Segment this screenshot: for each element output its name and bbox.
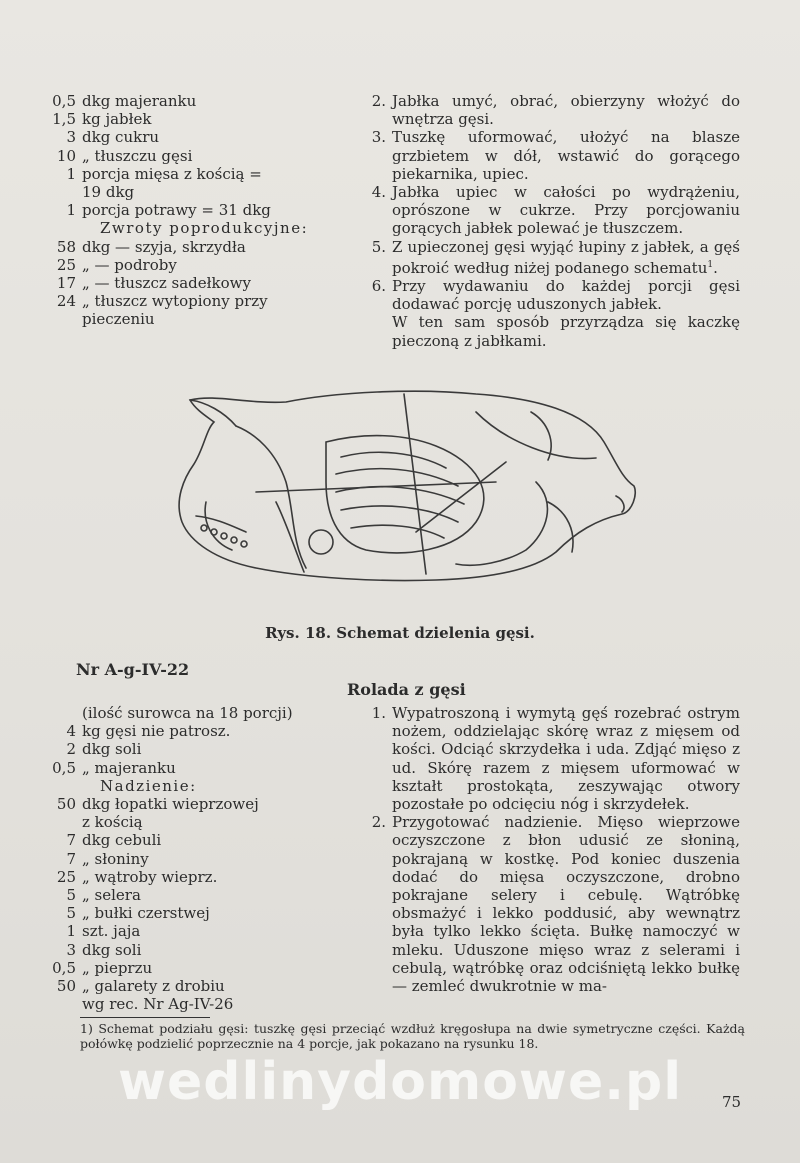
ingredient-text: dkg — szyja, skrzydła [82, 237, 246, 256]
ingredient-text: kg jabłek [82, 110, 152, 129]
ingredient-row [50, 128, 350, 146]
ingredient-row [50, 941, 350, 959]
ingredient-row [50, 740, 350, 758]
ingredient-text: „ majeranku [82, 758, 176, 777]
step-text: Z upieczonej gęsi wyjąć łupiny z jabłek, a gęś pokroić według niżej podanego schematu$^1$. [392, 237, 740, 277]
ingredient-quantity: 4 [66, 722, 76, 741]
ingredient-quantity [50, 777, 82, 795]
step-number: 5. [371, 237, 386, 256]
ingredient-text: porcja potrawy = 31 dkg [82, 201, 271, 220]
step-number: 3. [371, 128, 386, 147]
ingredient-row [50, 831, 350, 849]
goose-cutting-diagram [176, 382, 646, 597]
ingredient-text: kg gęsi nie patrosz. [82, 722, 231, 741]
ingredient-text: dkg majeranku [82, 92, 197, 110]
ingredient-quantity: 7 [66, 849, 76, 868]
ingredient-text: szt. jaja [82, 922, 141, 941]
step-item [360, 277, 740, 313]
ingredient-row [50, 722, 350, 740]
ingredient-quantity [50, 813, 82, 831]
recipe-number: Nr A-g-IV-22 [76, 660, 190, 679]
footnote-marker: 1 [707, 259, 714, 270]
step-text: Jabłka umyć, obrać, obierzyny włożyć do wnętrza gęsi. [392, 92, 740, 129]
ingredient-quantity: 1 [66, 201, 76, 220]
step-item [360, 92, 740, 128]
footnote-rule [80, 1017, 210, 1018]
step-number: 1. [371, 704, 386, 722]
ingredient-quantity [50, 995, 82, 1013]
ingredient-row [50, 759, 350, 777]
ingredient-row [50, 886, 350, 904]
ingredient-quantity: 0,5 [52, 758, 76, 777]
ingredient-quantity [50, 183, 82, 201]
ingredient-text: „ selera [82, 886, 141, 905]
ingredient-quantity: 50 [56, 795, 76, 814]
ingredient-quantity: 50 [56, 977, 76, 996]
ingredient-row [50, 219, 350, 237]
step-item [360, 183, 740, 238]
step-item [360, 238, 740, 277]
ingredient-quantity: 3 [66, 128, 76, 147]
ingredient-text: 19 dkg [82, 183, 135, 202]
ingredient-text: „ słoniny [82, 849, 149, 868]
footnote: 1) Schemat podziału gęsi: tuszkę gęsi przeciąć wzdłuż kręgosłupa na dwie symetryczne części. Każdą połówkę podzielić poprzecznie na 4 porcje, jak pokazano na rysunku 18. [80, 1021, 745, 1051]
step-text: Przy wydawaniu do każdej porcji gęsi dodawać porcję uduszonych jabłek. [392, 277, 740, 314]
ingredient-text: dkg soli [82, 740, 142, 759]
ingredient-row [50, 274, 350, 292]
step-number: 6. [371, 277, 386, 296]
ingredient-row [50, 995, 350, 1013]
step-text: Tuszkę uformować, ułożyć na blasze grzbietem w dół, wstawić do gorącego piekarnika, upiec. [392, 128, 740, 183]
ingredient-quantity: 1 [66, 164, 76, 183]
ingredient-row [50, 959, 350, 977]
step-number: 2. [371, 92, 386, 110]
ingredient-text: dkg soli [82, 940, 142, 959]
ingredient-quantity [50, 310, 82, 328]
ingredient-quantity: 5 [66, 904, 76, 923]
ingredient-quantity: 17 [56, 274, 76, 293]
ingredient-text: Zwroty poprodukcyjne: [100, 219, 309, 238]
ingredient-text: wg rec. Nr Ag-IV-26 [82, 995, 234, 1014]
recipe-steps [360, 704, 740, 995]
ingredient-quantity: 25 [56, 255, 76, 274]
step-text: Jabłka upiec w całości po wydrążeniu, oprószone w cukrze. Przy porcjowaniu gorących jabłek polewać je tłuszczem. [392, 183, 740, 238]
ingredient-text: porcja mięsa z kością = [82, 164, 262, 183]
ingredient-row [50, 183, 350, 201]
ingredient-quantity: 0,5 [52, 92, 76, 110]
ingredient-quantity: 2 [66, 740, 76, 759]
ingredient-text: dkg cebuli [82, 831, 162, 850]
ingredient-row [50, 922, 350, 940]
step-number: 4. [371, 183, 386, 202]
ingredient-row [50, 777, 350, 795]
recipe-ingredients [50, 704, 350, 1013]
ingredient-row [50, 147, 350, 165]
ingredient-quantity: 5 [66, 886, 76, 905]
ingredient-quantity: 25 [56, 867, 76, 886]
ingredient-quantity: 1 [66, 922, 76, 941]
step-text: Wypatroszoną i wymytą gęś rozebrać ostrym nożem, oddzielając skórę wraz z mięsem od kości. Odciąć skrzydełka i uda. Zdjąć mięso z ud. Skórę razem z mięsem uformować w kształt prostokąta, zeszywając otwory pozostałe po odcięciu nóg i skrzydełek. [392, 704, 740, 814]
ingredient-row [50, 977, 350, 995]
ingredient-row [50, 310, 350, 328]
ingredient-text: „ wątroby wieprz. [82, 867, 218, 886]
right-steps [360, 92, 740, 350]
ingredient-row [50, 238, 350, 256]
ingredient-quantity: 58 [56, 237, 76, 256]
page-number: 75 [722, 1093, 742, 1111]
ingredient-text: z kością [82, 813, 143, 832]
ingredient-row [50, 292, 350, 310]
ingredient-text: Nadzienie: [100, 776, 197, 795]
ingredient-text: „ tłuszcz wytopiony przy [82, 292, 268, 311]
step-text: Przygotować nadzienie. Mięso wieprzowe oczyszczone z błon udusić ze słoniną, pokrajaną w kostkę. Pod koniec duszenia dodać do mięsa oczyszczone, drobno pokrajane selery i cebulę. Wątróbkę obsmażyć i lekko poddusić, aby wewnątrz była tylko lekko ścięta. Bułkę namoczyć w mleku. Uduszone mięso wraz z selerami i cebulą, wątróbkę oraz odciśniętą lekko bułkę — zemleć dwukrotnie w ma- [392, 813, 740, 996]
ingredient-text: „ — tłuszcz sadełkowy [82, 274, 251, 293]
ingredient-quantity: 0,5 [52, 958, 76, 977]
ingredient-row [50, 165, 350, 183]
ingredient-text: „ bułki czerstwej [82, 904, 210, 923]
recipe-title: Rolada z gęsi [347, 680, 466, 699]
ingredient-text: „ galarety z drobiu [82, 977, 225, 996]
ingredient-quantity: 10 [56, 146, 76, 165]
step-item [360, 704, 740, 813]
ingredient-row [50, 904, 350, 922]
step-item [360, 128, 740, 183]
ingredient-row [50, 850, 350, 868]
ingredient-row [50, 868, 350, 886]
ingredient-row [50, 813, 350, 831]
ingredient-row [50, 110, 350, 128]
ingredient-quantity: 24 [56, 292, 76, 311]
ingredient-quantity [50, 219, 82, 237]
watermark: wedlinydomowe.pl [117, 1052, 683, 1112]
ingredient-quantity: 1,5 [52, 110, 76, 129]
ingredient-text: „ tłuszczu gęsi [82, 146, 193, 165]
ingredient-text: dkg łopatki wieprzowej [82, 795, 259, 814]
ingredient-text: pieczeniu [82, 310, 155, 329]
figure-caption: Rys. 18. Schemat dzielenia gęsi. [265, 624, 535, 642]
right-note: W ten sam sposób przyrządza się kaczkę pieczoną z jabłkami. [392, 313, 740, 350]
ingredient-row [50, 795, 350, 813]
ingredient-quantity: 3 [66, 940, 76, 959]
ingredient-row [50, 92, 350, 110]
ingredient-text: dkg cukru [82, 128, 160, 147]
step-number: 2. [371, 813, 386, 832]
ingredient-text: „ pieprzu [82, 958, 153, 977]
ingredient-row [50, 201, 350, 219]
ingredient-quantity: 7 [66, 831, 76, 850]
left-ingredients [50, 92, 350, 329]
ingredients-header: (ilość surowca na 18 porcji) [82, 704, 293, 722]
step-item [360, 813, 740, 995]
ingredient-text: „ — podroby [82, 255, 177, 274]
ingredient-row [50, 256, 350, 274]
